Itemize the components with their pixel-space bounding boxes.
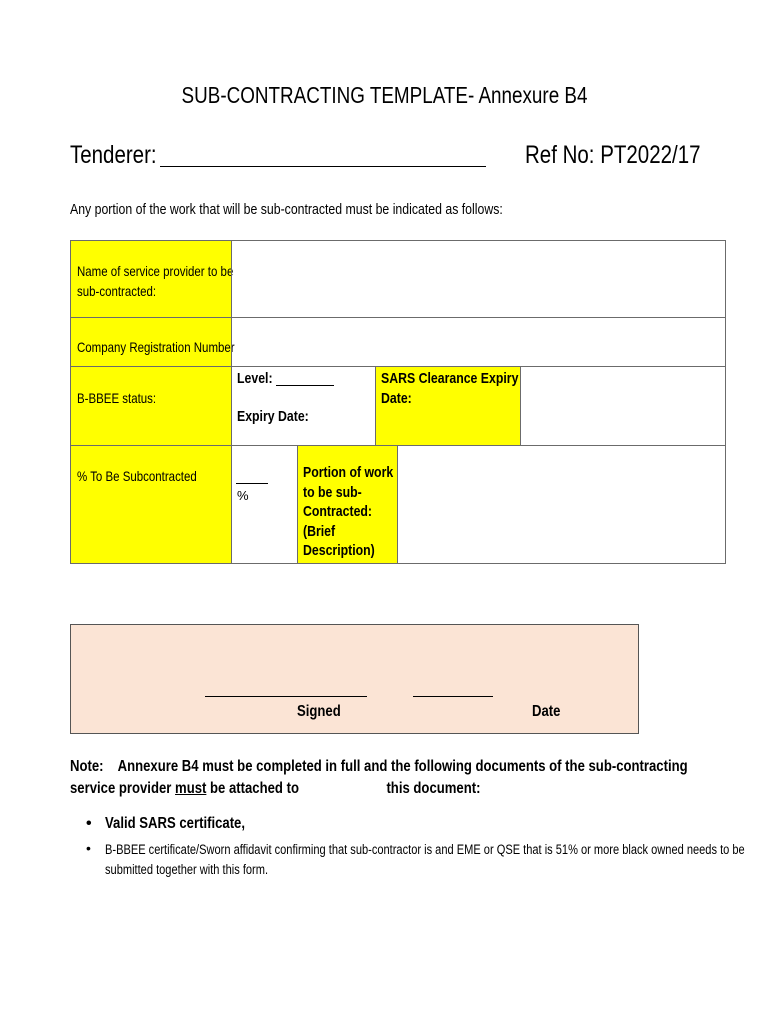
portion-line3: Contracted:	[303, 503, 373, 520]
pct-value-cell[interactable]	[231, 445, 298, 564]
portion-description-field[interactable]	[397, 445, 726, 564]
note-block	[70, 756, 770, 800]
note-line1: Note: Annexure B4 must be completed in full and the following documents of the sub-contracting	[70, 758, 688, 775]
company-reg-field[interactable]	[231, 317, 726, 367]
intro-text-content: Any portion of the work that will be sub-contracted must be indicated as follows:	[70, 201, 503, 218]
intro-text	[70, 201, 598, 218]
pct-label-cell	[70, 445, 232, 564]
provider-name-field[interactable]	[231, 240, 726, 318]
bullet1-text: Valid SARS certificate,	[105, 815, 246, 832]
bullet2-line1: B-BBEE certificate/Sworn affidavit confirming that sub-contractor is and EME or QSE that is 51% or more black owned needs to be	[105, 842, 745, 857]
date-label-text: Date	[532, 703, 561, 720]
level-label-text: Level:	[237, 370, 273, 387]
pct-sign-text: %	[237, 488, 249, 503]
sars-label-line2: Date:	[381, 390, 412, 407]
bullet2-line2: submitted together with this form.	[105, 862, 269, 877]
provider-label-line1: Name of service provider to be	[77, 263, 234, 279]
bullet-bbbee-certificate	[105, 840, 770, 880]
pct-label	[77, 466, 223, 486]
note-line2-end: be attached to this document:	[206, 780, 481, 797]
sars-expiry-field[interactable]	[520, 366, 726, 446]
tenderer-label-text: Tenderer:	[70, 141, 157, 169]
signature-line[interactable]	[205, 696, 367, 697]
tenderer-input-line[interactable]	[160, 166, 486, 167]
pct-label-text: % To Be Subcontracted	[77, 468, 197, 484]
bbbee-label-cell	[70, 366, 232, 446]
signed-label-text: Signed	[297, 703, 341, 720]
note-line2-start: service provider	[70, 780, 176, 797]
portion-label-cell	[297, 445, 398, 564]
sars-label-line1: SARS Clearance Expiry	[381, 370, 519, 387]
level-label	[237, 369, 280, 389]
portion-line1: Portion of work	[303, 464, 394, 481]
portion-line5: Description)	[303, 542, 375, 559]
company-reg-label-cell	[70, 317, 235, 367]
ref-number	[525, 141, 739, 170]
bullet-sars-certificate	[105, 815, 276, 833]
bbbee-level-cell	[231, 366, 376, 446]
title-text: SUB-CONTRACTING TEMPLATE- Annexure B4	[182, 82, 588, 108]
expiry-date-label-text: Expiry Date:	[237, 408, 309, 425]
provider-name-label-cell	[70, 240, 232, 318]
signed-label	[297, 702, 350, 722]
bbbee-label-text: B-BBEE status:	[77, 390, 157, 406]
pct-sign	[237, 486, 249, 506]
pct-input-line[interactable]	[236, 483, 268, 484]
date-label	[532, 702, 567, 722]
portion-line4: (Brief	[303, 522, 336, 540]
company-reg-label-text: Company Registration Number	[77, 339, 235, 355]
note-must-emphasis: must	[175, 780, 207, 797]
page-title	[0, 82, 770, 109]
bullet-dot-2: •	[86, 840, 91, 856]
date-line[interactable]	[413, 696, 493, 697]
bbbee-label	[77, 388, 173, 408]
provider-label-line2: sub-contracted:	[77, 283, 157, 299]
sars-label-cell	[375, 366, 521, 446]
subcontracting-form-table	[70, 240, 726, 564]
bullet-dot-1: •	[86, 815, 92, 832]
level-input-line[interactable]	[276, 385, 334, 386]
portion-line2: to be sub-	[303, 483, 362, 501]
expiry-date-label	[237, 407, 325, 427]
ref-number-text: Ref No: PT2022/17	[525, 141, 701, 169]
signature-box	[70, 624, 639, 734]
note-line2	[70, 778, 480, 800]
